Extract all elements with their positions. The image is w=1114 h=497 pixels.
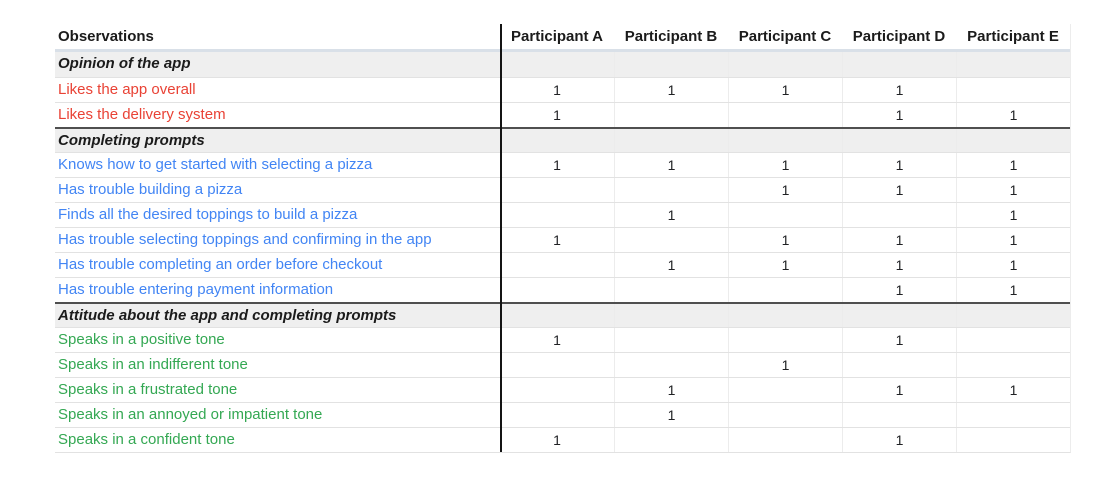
tally-cell[interactable] [614, 328, 728, 352]
tally-cell[interactable] [614, 428, 728, 452]
row-label: Likes the delivery system [58, 106, 226, 123]
tally-cell[interactable] [614, 253, 728, 277]
tally-cell[interactable] [614, 153, 728, 177]
tally-cell[interactable] [614, 129, 728, 152]
observation-row [55, 377, 1070, 402]
tally-cell[interactable] [842, 52, 956, 77]
tally-cell[interactable] [956, 78, 1070, 102]
tally-value: 1 [553, 432, 561, 448]
column-header-participant-a[interactable]: Participant A [511, 28, 603, 45]
tally-cell[interactable] [614, 203, 728, 227]
tally-value: 1 [1009, 107, 1018, 123]
tally-cell[interactable] [614, 103, 728, 127]
section-row [55, 302, 1070, 327]
column-header-participant-e[interactable]: Participant E [967, 28, 1059, 45]
tally-cell[interactable] [728, 328, 842, 352]
tally-cell[interactable] [842, 253, 956, 277]
observations-table [55, 24, 1071, 453]
tally-cell[interactable] [500, 353, 614, 377]
tally-cell[interactable] [728, 78, 842, 102]
row-label: Speaks in an indifferent tone [58, 356, 248, 373]
tally-value: 1 [895, 82, 904, 98]
observation-row [55, 227, 1070, 252]
row-label: Speaks in a confident tone [58, 431, 235, 448]
observation-label-cell[interactable] [55, 103, 500, 127]
tally-cell[interactable] [956, 304, 1070, 327]
table-header-row [55, 24, 1070, 52]
tally-value: 1 [895, 332, 904, 348]
tally-value: 1 [667, 382, 676, 398]
observation-label-cell[interactable] [55, 178, 500, 202]
section-title-cell[interactable] [55, 52, 500, 77]
tally-cell[interactable] [614, 278, 728, 302]
observation-label-cell[interactable] [55, 153, 500, 177]
tally-value: 1 [553, 332, 561, 348]
tally-cell[interactable] [500, 78, 614, 102]
tally-value: 1 [781, 357, 790, 373]
section-row [55, 127, 1070, 152]
tally-cell[interactable] [500, 203, 614, 227]
tally-cell[interactable] [500, 304, 614, 327]
tally-cell[interactable] [842, 129, 956, 152]
frozen-column-divider [500, 24, 502, 452]
tally-cell[interactable] [842, 78, 956, 102]
observation-row [55, 427, 1070, 452]
tally-value: 1 [553, 157, 561, 173]
tally-value: 1 [895, 282, 904, 298]
tally-value: 1 [553, 232, 561, 248]
table-body [55, 52, 1070, 452]
tally-value: 1 [1009, 182, 1018, 198]
observation-row [55, 177, 1070, 202]
tally-cell[interactable] [956, 328, 1070, 352]
tally-cell[interactable] [614, 403, 728, 427]
tally-cell[interactable] [500, 103, 614, 127]
tally-cell[interactable] [728, 304, 842, 327]
observation-label-cell[interactable] [55, 428, 500, 452]
tally-cell[interactable] [614, 78, 728, 102]
tally-cell[interactable] [842, 278, 956, 302]
tally-value: 1 [667, 257, 676, 273]
tally-cell[interactable] [500, 178, 614, 202]
tally-cell[interactable] [728, 203, 842, 227]
tally-cell[interactable] [500, 228, 614, 252]
observation-label-cell[interactable] [55, 203, 500, 227]
observation-row [55, 102, 1070, 127]
tally-cell[interactable] [728, 178, 842, 202]
row-label: Knows how to get started with selecting a pizza [58, 156, 373, 173]
tally-cell[interactable] [500, 153, 614, 177]
tally-cell[interactable] [614, 178, 728, 202]
tally-cell[interactable] [842, 378, 956, 402]
tally-value: 1 [895, 382, 904, 398]
tally-cell[interactable] [956, 103, 1070, 127]
tally-cell[interactable] [956, 203, 1070, 227]
tally-cell[interactable] [500, 378, 614, 402]
tally-cell[interactable] [500, 253, 614, 277]
tally-cell[interactable] [956, 403, 1070, 427]
tally-cell[interactable] [728, 278, 842, 302]
tally-cell[interactable] [500, 52, 614, 77]
tally-value: 1 [781, 257, 790, 273]
tally-cell[interactable] [614, 228, 728, 252]
tally-cell[interactable] [842, 203, 956, 227]
tally-cell[interactable] [842, 328, 956, 352]
tally-value: 1 [1009, 207, 1018, 223]
tally-value: 1 [553, 82, 561, 98]
tally-cell[interactable] [956, 428, 1070, 452]
tally-cell[interactable] [728, 428, 842, 452]
tally-cell[interactable] [956, 228, 1070, 252]
tally-value: 1 [1009, 257, 1018, 273]
tally-cell[interactable] [842, 403, 956, 427]
tally-cell[interactable] [956, 278, 1070, 302]
column-header-observations[interactable]: Observations [58, 28, 154, 45]
tally-cell[interactable] [956, 52, 1070, 77]
tally-cell[interactable] [614, 353, 728, 377]
observation-label-cell[interactable] [55, 253, 500, 277]
tally-cell[interactable] [842, 428, 956, 452]
tally-value: 1 [895, 257, 904, 273]
row-label: Opinion of the app [58, 55, 191, 72]
tally-value: 1 [781, 157, 790, 173]
tally-value: 1 [1009, 382, 1018, 398]
tally-value: 1 [1009, 282, 1018, 298]
tally-cell[interactable] [842, 103, 956, 127]
tally-value: 1 [781, 182, 790, 198]
row-label: Has trouble entering payment information [58, 281, 334, 298]
tally-value: 1 [1009, 232, 1018, 248]
observation-row [55, 202, 1070, 227]
row-label: Has trouble selecting toppings and confirming in the app [58, 231, 432, 248]
observation-row [55, 252, 1070, 277]
tally-cell[interactable] [728, 129, 842, 152]
row-label: Speaks in a frustrated tone [58, 381, 238, 398]
tally-cell[interactable] [614, 52, 728, 77]
row-label: Speaks in an annoyed or impatient tone [58, 406, 323, 423]
tally-cell[interactable] [956, 153, 1070, 177]
tally-value: 1 [895, 432, 904, 448]
observation-row [55, 402, 1070, 427]
tally-value: 1 [667, 157, 676, 173]
tally-cell[interactable] [956, 178, 1070, 202]
observation-label-cell[interactable] [55, 353, 500, 377]
tally-cell[interactable] [842, 304, 956, 327]
tally-value: 1 [781, 232, 790, 248]
row-label: Likes the app overall [58, 81, 196, 98]
tally-cell[interactable] [500, 129, 614, 152]
tally-cell[interactable] [842, 178, 956, 202]
observation-row [55, 352, 1070, 377]
tally-cell[interactable] [956, 378, 1070, 402]
tally-cell[interactable] [956, 129, 1070, 152]
tally-value: 1 [667, 407, 676, 423]
section-row [55, 52, 1070, 77]
observation-row [55, 327, 1070, 352]
row-label: Has trouble completing an order before checkout [58, 256, 383, 273]
observation-row [55, 152, 1070, 177]
observation-row [55, 277, 1070, 302]
observation-label-cell[interactable] [55, 78, 500, 102]
tally-cell[interactable] [842, 153, 956, 177]
tally-cell[interactable] [500, 428, 614, 452]
tally-value: 1 [895, 182, 904, 198]
row-label: Speaks in a positive tone [58, 331, 225, 348]
tally-value: 1 [667, 82, 676, 98]
tally-cell[interactable] [728, 228, 842, 252]
section-title-cell[interactable] [55, 129, 500, 152]
observation-label-cell[interactable] [55, 278, 500, 302]
tally-cell[interactable] [728, 378, 842, 402]
observation-label-cell[interactable] [55, 328, 500, 352]
tally-value: 1 [895, 157, 904, 173]
tally-cell[interactable] [728, 403, 842, 427]
tally-value: 1 [553, 107, 561, 123]
tally-value: 1 [1009, 157, 1018, 173]
column-header-participant-c[interactable]: Participant C [738, 28, 832, 45]
observation-label-cell[interactable] [55, 403, 500, 427]
tally-value: 1 [781, 82, 790, 98]
tally-cell[interactable] [956, 253, 1070, 277]
tally-cell[interactable] [728, 52, 842, 77]
tally-cell[interactable] [956, 353, 1070, 377]
tally-cell[interactable] [728, 103, 842, 127]
tally-cell[interactable] [614, 378, 728, 402]
tally-cell[interactable] [842, 228, 956, 252]
tally-cell[interactable] [500, 403, 614, 427]
tally-cell[interactable] [500, 328, 614, 352]
row-label: Finds all the desired toppings to build a pizza [58, 206, 358, 223]
tally-cell[interactable] [614, 304, 728, 327]
row-label: Attitude about the app and completing prompts [58, 307, 397, 324]
column-header-participant-d[interactable]: Participant D [852, 28, 946, 45]
tally-cell[interactable] [500, 278, 614, 302]
row-label: Completing prompts [58, 132, 205, 149]
observation-row [55, 77, 1070, 102]
section-title-cell[interactable] [55, 304, 500, 327]
tally-cell[interactable] [842, 353, 956, 377]
tally-value: 1 [895, 107, 904, 123]
column-header-participant-b[interactable]: Participant B [624, 28, 718, 45]
tally-cell[interactable] [728, 353, 842, 377]
observation-label-cell[interactable] [55, 228, 500, 252]
tally-cell[interactable] [728, 253, 842, 277]
tally-cell[interactable] [728, 153, 842, 177]
tally-value: 1 [895, 232, 904, 248]
tally-value: 1 [667, 207, 676, 223]
row-label: Has trouble building a pizza [58, 181, 243, 198]
observation-label-cell[interactable] [55, 378, 500, 402]
